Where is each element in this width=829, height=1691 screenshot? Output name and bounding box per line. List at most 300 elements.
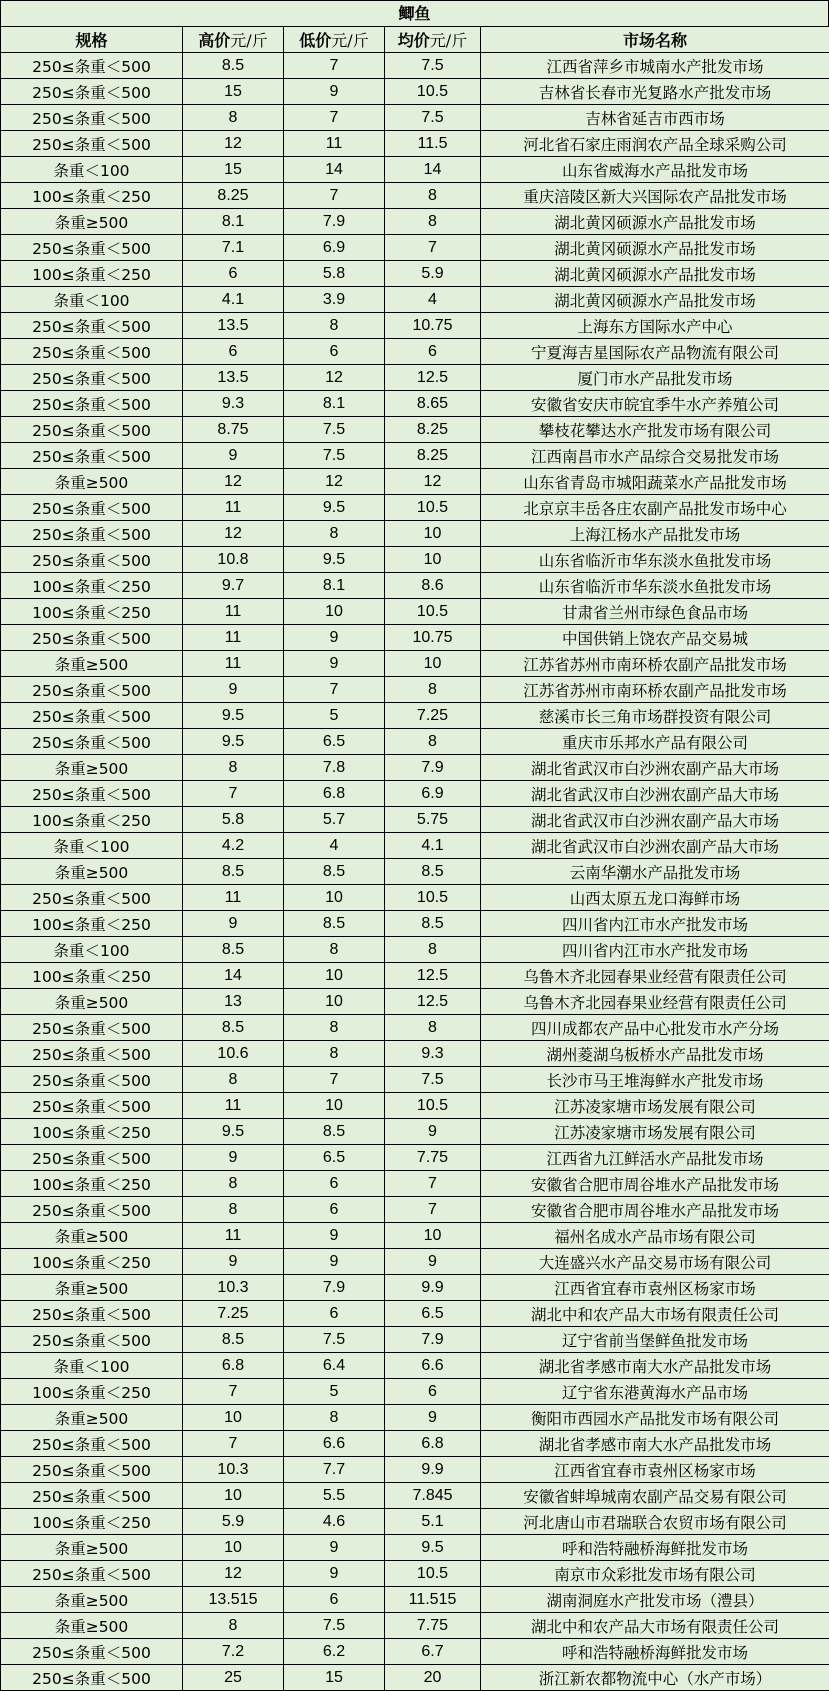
table-row <box>1 677 829 703</box>
cell-market: 重庆涪陵区新大兴国际农产品批发市场 <box>481 183 829 209</box>
table-row <box>1 599 829 625</box>
cell-spec: 条重≥500 <box>1 1587 183 1613</box>
cell-market: 湖北省武汉市白沙洲农副产品大市场 <box>481 755 829 781</box>
cell-spec: 条重≥500 <box>1 1613 183 1639</box>
cell-low-price: 7.9 <box>284 209 385 235</box>
cell-spec: 250≤条重＜500 <box>1 105 183 131</box>
cell-high-price: 10 <box>183 1405 284 1431</box>
cell-low-price: 6 <box>284 1171 385 1197</box>
header-high-label: 高价 <box>198 31 231 50</box>
table-row <box>1 885 829 911</box>
cell-high-price: 6 <box>183 261 284 287</box>
header-low-price <box>284 27 385 53</box>
cell-spec: 条重≥500 <box>1 1405 183 1431</box>
cell-high-price: 10 <box>183 1535 284 1561</box>
cell-avg-price: 10.5 <box>385 79 481 105</box>
cell-spec: 250≤条重＜500 <box>1 521 183 547</box>
table-row <box>1 807 829 833</box>
cell-high-price: 6.8 <box>183 1353 284 1379</box>
cell-avg-price: 11.515 <box>385 1587 481 1613</box>
cell-avg-price: 9.5 <box>385 1535 481 1561</box>
cell-spec: 250≤条重＜500 <box>1 1483 183 1509</box>
table-row <box>1 339 829 365</box>
cell-market: 湖北省武汉市白沙洲农副产品大市场 <box>481 807 829 833</box>
cell-market: 呼和浩特融桥海鲜批发市场 <box>481 1535 829 1561</box>
cell-market: 厦门市水产品批发市场 <box>481 365 829 391</box>
cell-low-price: 7.7 <box>284 1457 385 1483</box>
cell-low-price: 5 <box>284 1379 385 1405</box>
cell-avg-price: 5.9 <box>385 261 481 287</box>
cell-spec: 250≤条重＜500 <box>1 1145 183 1171</box>
cell-low-price: 9 <box>284 79 385 105</box>
cell-spec: 250≤条重＜500 <box>1 885 183 911</box>
table-row <box>1 755 829 781</box>
cell-avg-price: 6.6 <box>385 1353 481 1379</box>
cell-market: 辽宁省东港黄海水产品市场 <box>481 1379 829 1405</box>
cell-market: 河北唐山市君瑞联合农贸市场有限公司 <box>481 1509 829 1535</box>
cell-market: 长沙市马王堆海鲜水产批发市场 <box>481 1067 829 1093</box>
cell-low-price: 8 <box>284 1015 385 1041</box>
cell-low-price: 7.8 <box>284 755 385 781</box>
table-row <box>1 1015 829 1041</box>
cell-high-price: 7.2 <box>183 1639 284 1665</box>
cell-low-price: 6 <box>284 1301 385 1327</box>
cell-low-price: 6 <box>284 1587 385 1613</box>
table-row <box>1 859 829 885</box>
cell-spec: 100≤条重＜250 <box>1 911 183 937</box>
header-avg-price <box>385 27 481 53</box>
cell-low-price: 8.1 <box>284 573 385 599</box>
cell-high-price: 8 <box>183 755 284 781</box>
cell-market: 山西太原五龙口海鲜市场 <box>481 885 829 911</box>
cell-high-price: 14 <box>183 963 284 989</box>
cell-spec: 100≤条重＜250 <box>1 807 183 833</box>
cell-high-price: 7 <box>183 1431 284 1457</box>
cell-market: 辽宁省前当堡鲜鱼批发市场 <box>481 1327 829 1353</box>
cell-avg-price: 8.25 <box>385 443 481 469</box>
cell-market: 江西省九江鲜活水产品批发市场 <box>481 1145 829 1171</box>
cell-low-price: 8 <box>284 1405 385 1431</box>
cell-market: 河北省石家庄雨润农产品全球采购公司 <box>481 131 829 157</box>
cell-avg-price: 7 <box>385 235 481 261</box>
table-row <box>1 963 829 989</box>
cell-high-price: 9.5 <box>183 729 284 755</box>
table-row <box>1 1275 829 1301</box>
cell-market: 四川省内江市水产批发市场 <box>481 911 829 937</box>
cell-market: 湖北中和农产品大市场有限责任公司 <box>481 1301 829 1327</box>
cell-market: 江西省宜春市袁州区杨家市场 <box>481 1275 829 1301</box>
cell-market: 江西南昌市水产品综合交易批发市场 <box>481 443 829 469</box>
cell-high-price: 9.5 <box>183 703 284 729</box>
cell-avg-price: 8.25 <box>385 417 481 443</box>
cell-avg-price: 9.9 <box>385 1275 481 1301</box>
cell-spec: 250≤条重＜500 <box>1 1301 183 1327</box>
cell-low-price: 14 <box>284 157 385 183</box>
table-row <box>1 1561 829 1587</box>
cell-avg-price: 20 <box>385 1665 481 1691</box>
cell-market: 湖北中和农产品大市场有限责任公司 <box>481 1613 829 1639</box>
cell-avg-price: 8 <box>385 937 481 963</box>
cell-market: 江西省宜春市袁州区杨家市场 <box>481 1457 829 1483</box>
table-row <box>1 417 829 443</box>
cell-avg-price: 7 <box>385 1197 481 1223</box>
cell-high-price: 10 <box>183 1483 284 1509</box>
cell-low-price: 8.5 <box>284 911 385 937</box>
cell-market: 山东省临沂市华东淡水鱼批发市场 <box>481 547 829 573</box>
cell-market: 湖北黄冈硕源水产品批发市场 <box>481 261 829 287</box>
cell-spec: 100≤条重＜250 <box>1 1119 183 1145</box>
cell-low-price: 10 <box>284 989 385 1015</box>
cell-avg-price: 8.5 <box>385 859 481 885</box>
cell-spec: 250≤条重＜500 <box>1 391 183 417</box>
cell-spec: 条重≥500 <box>1 989 183 1015</box>
cell-avg-price: 6 <box>385 339 481 365</box>
cell-spec: 100≤条重＜250 <box>1 261 183 287</box>
cell-low-price: 10 <box>284 599 385 625</box>
cell-low-price: 9.5 <box>284 495 385 521</box>
cell-spec: 100≤条重＜250 <box>1 183 183 209</box>
cell-market: 慈溪市长三角市场群投资有限公司 <box>481 703 829 729</box>
cell-market: 湖北省孝感市南大水产品批发市场 <box>481 1353 829 1379</box>
cell-market: 江苏省苏州市南环桥农副产品批发市场 <box>481 651 829 677</box>
table-header <box>1 27 829 53</box>
table-row <box>1 1249 829 1275</box>
cell-avg-price: 7.5 <box>385 53 481 79</box>
cell-high-price: 12 <box>183 521 284 547</box>
cell-low-price: 6.9 <box>284 235 385 261</box>
cell-high-price: 8.5 <box>183 53 284 79</box>
table-row <box>1 833 829 859</box>
cell-avg-price: 9.9 <box>385 1457 481 1483</box>
cell-market: 大连盛兴水产品交易市场有限公司 <box>481 1249 829 1275</box>
cell-low-price: 10 <box>284 885 385 911</box>
cell-low-price: 9 <box>284 651 385 677</box>
table-row <box>1 495 829 521</box>
cell-avg-price: 12.5 <box>385 365 481 391</box>
cell-spec: 250≤条重＜500 <box>1 495 183 521</box>
cell-spec: 条重≥500 <box>1 1535 183 1561</box>
cell-spec: 条重＜100 <box>1 937 183 963</box>
cell-market: 南京市众彩批发市场有限公司 <box>481 1561 829 1587</box>
cell-avg-price: 8 <box>385 677 481 703</box>
cell-market: 江苏凌家塘市场发展有限公司 <box>481 1093 829 1119</box>
cell-high-price: 4.2 <box>183 833 284 859</box>
cell-avg-price: 10.75 <box>385 625 481 651</box>
cell-high-price: 13.515 <box>183 1587 284 1613</box>
table-row <box>1 235 829 261</box>
table-row <box>1 469 829 495</box>
cell-low-price: 7 <box>284 1067 385 1093</box>
cell-low-price: 6.5 <box>284 1145 385 1171</box>
cell-market: 山东省临沂市华东淡水鱼批发市场 <box>481 573 829 599</box>
cell-low-price: 5.7 <box>284 807 385 833</box>
cell-low-price: 7 <box>284 53 385 79</box>
cell-high-price: 11 <box>183 1093 284 1119</box>
cell-low-price: 6.5 <box>284 729 385 755</box>
cell-avg-price: 11.5 <box>385 131 481 157</box>
cell-spec: 250≤条重＜500 <box>1 1457 183 1483</box>
table-row <box>1 79 829 105</box>
cell-high-price: 15 <box>183 79 284 105</box>
cell-high-price: 5.8 <box>183 807 284 833</box>
header-avg-unit: 元/斤 <box>429 31 468 50</box>
cell-spec: 250≤条重＜500 <box>1 625 183 651</box>
table-row <box>1 1119 829 1145</box>
cell-low-price: 8.5 <box>284 859 385 885</box>
cell-avg-price: 9.3 <box>385 1041 481 1067</box>
cell-avg-price: 8 <box>385 1015 481 1041</box>
table-row <box>1 443 829 469</box>
table-row <box>1 1301 829 1327</box>
table-row <box>1 1353 829 1379</box>
cell-low-price: 3.9 <box>284 287 385 313</box>
cell-market: 吉林省延吉市西市场 <box>481 105 829 131</box>
cell-avg-price: 6.5 <box>385 1301 481 1327</box>
cell-market: 四川成都农产品中心批发市水产分场 <box>481 1015 829 1041</box>
cell-avg-price: 7 <box>385 1171 481 1197</box>
cell-market: 安徽省安庆市皖宜季牛水产养殖公司 <box>481 391 829 417</box>
cell-high-price: 7.25 <box>183 1301 284 1327</box>
cell-spec: 250≤条重＜500 <box>1 1067 183 1093</box>
cell-high-price: 12 <box>183 131 284 157</box>
cell-low-price: 6.2 <box>284 1639 385 1665</box>
cell-low-price: 12 <box>284 365 385 391</box>
header-market: 市场名称 <box>481 27 829 53</box>
cell-market: 宁夏海吉星国际农产品物流有限公司 <box>481 339 829 365</box>
table-row <box>1 1613 829 1639</box>
cell-high-price: 9.7 <box>183 573 284 599</box>
header-avg-label: 均价 <box>397 31 430 50</box>
table-row <box>1 391 829 417</box>
cell-high-price: 9 <box>183 443 284 469</box>
cell-market: 江西省萍乡市城南水产批发市场 <box>481 53 829 79</box>
table-row <box>1 1509 829 1535</box>
cell-spec: 250≤条重＜500 <box>1 1093 183 1119</box>
header-low-label: 低价 <box>299 31 332 50</box>
cell-spec: 100≤条重＜250 <box>1 1249 183 1275</box>
cell-high-price: 8.5 <box>183 937 284 963</box>
cell-avg-price: 7.845 <box>385 1483 481 1509</box>
cell-market: 山东省威海水产品批发市场 <box>481 157 829 183</box>
cell-avg-price: 7.5 <box>385 105 481 131</box>
cell-high-price: 11 <box>183 885 284 911</box>
cell-high-price: 10.6 <box>183 1041 284 1067</box>
cell-market: 山东省青岛市城阳蔬菜水产品批发市场 <box>481 469 829 495</box>
cell-low-price: 7.5 <box>284 443 385 469</box>
cell-low-price: 15 <box>284 1665 385 1691</box>
cell-spec: 250≤条重＜500 <box>1 313 183 339</box>
cell-spec: 条重＜100 <box>1 833 183 859</box>
table-row <box>1 1093 829 1119</box>
cell-low-price: 7 <box>284 677 385 703</box>
cell-market: 重庆市乐邦水产品有限公司 <box>481 729 829 755</box>
table-row <box>1 651 829 677</box>
cell-market: 安徽省合肥市周谷堆水产品批发市场 <box>481 1171 829 1197</box>
cell-low-price: 9.5 <box>284 547 385 573</box>
header-high-price <box>183 27 284 53</box>
cell-market: 湖北省武汉市白沙洲农副产品大市场 <box>481 833 829 859</box>
table-body <box>1 53 829 1691</box>
table-row <box>1 287 829 313</box>
cell-high-price: 11 <box>183 599 284 625</box>
cell-avg-price: 14 <box>385 157 481 183</box>
cell-low-price: 10 <box>284 963 385 989</box>
table-row <box>1 573 829 599</box>
cell-avg-price: 10.5 <box>385 599 481 625</box>
cell-spec: 条重≥500 <box>1 859 183 885</box>
cell-market: 四川省内江市水产批发市场 <box>481 937 829 963</box>
cell-high-price: 8 <box>183 1197 284 1223</box>
cell-avg-price: 10.5 <box>385 1093 481 1119</box>
cell-spec: 250≤条重＜500 <box>1 443 183 469</box>
cell-avg-price: 12 <box>385 469 481 495</box>
cell-spec: 250≤条重＜500 <box>1 547 183 573</box>
cell-avg-price: 9 <box>385 1119 481 1145</box>
table-row <box>1 53 829 79</box>
table-row <box>1 911 829 937</box>
cell-low-price: 9 <box>284 1535 385 1561</box>
cell-high-price: 8.5 <box>183 1327 284 1353</box>
cell-spec: 250≤条重＜500 <box>1 131 183 157</box>
cell-high-price: 11 <box>183 625 284 651</box>
cell-high-price: 5.9 <box>183 1509 284 1535</box>
cell-spec: 250≤条重＜500 <box>1 703 183 729</box>
cell-high-price: 4.1 <box>183 287 284 313</box>
table-row <box>1 131 829 157</box>
cell-market: 湖北黄冈硕源水产品批发市场 <box>481 209 829 235</box>
cell-avg-price: 4.1 <box>385 833 481 859</box>
cell-avg-price: 10 <box>385 547 481 573</box>
cell-market: 乌鲁木齐北园春果业经营有限责任公司 <box>481 963 829 989</box>
cell-high-price: 8.75 <box>183 417 284 443</box>
cell-high-price: 8 <box>183 1613 284 1639</box>
cell-avg-price: 10.5 <box>385 885 481 911</box>
cell-market: 湖北省武汉市白沙洲农副产品大市场 <box>481 781 829 807</box>
cell-high-price: 9 <box>183 911 284 937</box>
cell-avg-price: 8 <box>385 209 481 235</box>
cell-low-price: 7 <box>284 105 385 131</box>
header-row <box>1 27 829 53</box>
cell-high-price: 8 <box>183 105 284 131</box>
cell-avg-price: 7.75 <box>385 1145 481 1171</box>
cell-spec: 条重≥500 <box>1 651 183 677</box>
cell-avg-price: 6.7 <box>385 1639 481 1665</box>
header-low-unit: 元/斤 <box>331 31 369 50</box>
cell-market: 湖北省孝感市南大水产品批发市场 <box>481 1431 829 1457</box>
table-row <box>1 1041 829 1067</box>
cell-spec: 250≤条重＜500 <box>1 1665 183 1691</box>
cell-high-price: 10.3 <box>183 1275 284 1301</box>
cell-high-price: 8.5 <box>183 1015 284 1041</box>
cell-high-price: 7.1 <box>183 235 284 261</box>
cell-avg-price: 10 <box>385 521 481 547</box>
cell-low-price: 7.5 <box>284 1613 385 1639</box>
cell-avg-price: 6 <box>385 1379 481 1405</box>
cell-spec: 250≤条重＜500 <box>1 1041 183 1067</box>
header-high-unit: 元/斤 <box>230 31 268 50</box>
cell-high-price: 8.25 <box>183 183 284 209</box>
cell-high-price: 13 <box>183 989 284 1015</box>
cell-spec: 条重≥500 <box>1 1223 183 1249</box>
cell-low-price: 8 <box>284 313 385 339</box>
cell-low-price: 6.4 <box>284 1353 385 1379</box>
cell-avg-price: 7.75 <box>385 1613 481 1639</box>
table-row <box>1 781 829 807</box>
cell-high-price: 9 <box>183 1145 284 1171</box>
cell-high-price: 9 <box>183 677 284 703</box>
cell-spec: 250≤条重＜500 <box>1 729 183 755</box>
cell-avg-price: 9 <box>385 1405 481 1431</box>
cell-spec: 100≤条重＜250 <box>1 963 183 989</box>
cell-avg-price: 12.5 <box>385 963 481 989</box>
table-row <box>1 313 829 339</box>
cell-market: 湖北黄冈硕源水产品批发市场 <box>481 235 829 261</box>
cell-spec: 条重＜100 <box>1 287 183 313</box>
price-table <box>0 26 829 1691</box>
table-row <box>1 1171 829 1197</box>
table-row <box>1 625 829 651</box>
cell-spec: 250≤条重＜500 <box>1 1327 183 1353</box>
cell-spec: 250≤条重＜500 <box>1 79 183 105</box>
cell-spec: 条重＜100 <box>1 1353 183 1379</box>
cell-avg-price: 8.5 <box>385 911 481 937</box>
table-row <box>1 105 829 131</box>
cell-market: 吉林省长春市光复路水产批发市场 <box>481 79 829 105</box>
table-row <box>1 1587 829 1613</box>
cell-low-price: 8 <box>284 1041 385 1067</box>
cell-market: 江苏凌家塘市场发展有限公司 <box>481 1119 829 1145</box>
table-row <box>1 1457 829 1483</box>
table-row <box>1 521 829 547</box>
cell-high-price: 11 <box>183 1223 284 1249</box>
cell-avg-price: 10 <box>385 1223 481 1249</box>
cell-low-price: 9 <box>284 625 385 651</box>
cell-low-price: 5 <box>284 703 385 729</box>
header-spec: 规格 <box>1 27 183 53</box>
cell-market: 攀枝花攀达水产批发市场有限公司 <box>481 417 829 443</box>
cell-avg-price: 7.25 <box>385 703 481 729</box>
cell-low-price: 6.8 <box>284 781 385 807</box>
cell-high-price: 10.8 <box>183 547 284 573</box>
cell-low-price: 10 <box>284 1093 385 1119</box>
cell-market: 衡阳市西园水产品批发市场有限公司 <box>481 1405 829 1431</box>
cell-market: 福州名成水产品市场有限公司 <box>481 1223 829 1249</box>
cell-spec: 条重≥500 <box>1 1275 183 1301</box>
cell-low-price: 6 <box>284 1197 385 1223</box>
cell-avg-price: 4 <box>385 287 481 313</box>
cell-avg-price: 10.5 <box>385 1561 481 1587</box>
cell-avg-price: 6.9 <box>385 781 481 807</box>
cell-avg-price: 12.5 <box>385 989 481 1015</box>
cell-avg-price: 9 <box>385 1249 481 1275</box>
cell-avg-price: 10 <box>385 651 481 677</box>
table-row <box>1 729 829 755</box>
cell-market: 乌鲁木齐北园春果业经营有限责任公司 <box>481 989 829 1015</box>
cell-high-price: 9.5 <box>183 1119 284 1145</box>
table-row <box>1 1223 829 1249</box>
cell-high-price: 15 <box>183 157 284 183</box>
table-row <box>1 1665 829 1691</box>
cell-spec: 250≤条重＜500 <box>1 339 183 365</box>
cell-spec: 条重≥500 <box>1 469 183 495</box>
cell-spec: 250≤条重＜500 <box>1 781 183 807</box>
cell-avg-price: 5.1 <box>385 1509 481 1535</box>
cell-low-price: 6 <box>284 339 385 365</box>
cell-spec: 250≤条重＜500 <box>1 365 183 391</box>
cell-spec: 250≤条重＜500 <box>1 1561 183 1587</box>
table-row <box>1 989 829 1015</box>
table-row <box>1 365 829 391</box>
